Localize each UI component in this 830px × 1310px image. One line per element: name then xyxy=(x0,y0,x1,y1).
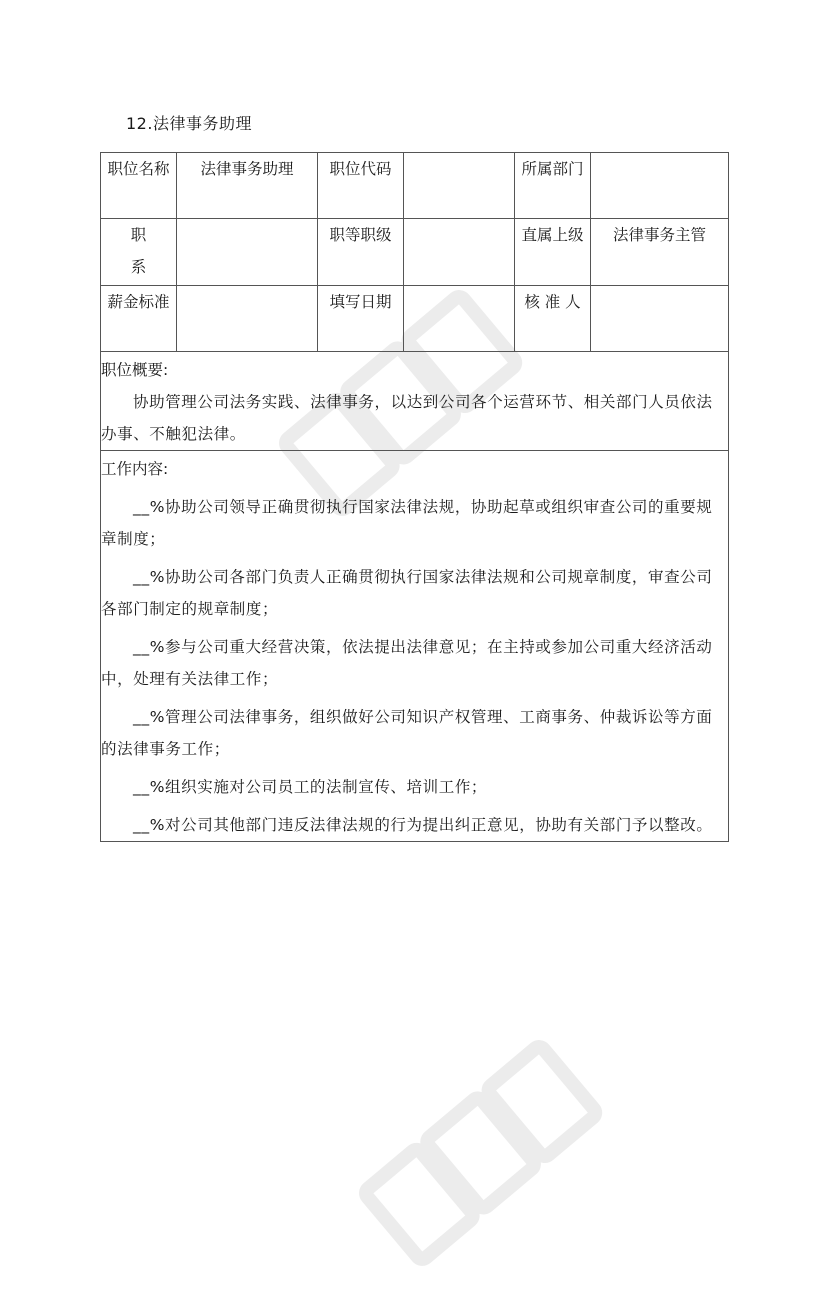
label-job-family xyxy=(101,219,177,286)
label-fill-date: 填写日期 xyxy=(318,286,404,352)
value-grade[interactable] xyxy=(404,219,515,286)
watermark-logo-bottom xyxy=(330,1010,630,1310)
duty-item: __%组织实施对公司员工的法制宣传、培训工作； xyxy=(133,778,488,796)
summary-section xyxy=(101,352,729,451)
value-position-code[interactable] xyxy=(404,153,515,219)
value-position-name[interactable]: 法律事务助理 xyxy=(177,153,318,219)
value-job-family[interactable] xyxy=(177,219,318,286)
duty-item: __%协助公司领导正确贯彻执行国家法律法规，协助起草或组织审查公司的重要规章制度； xyxy=(101,498,713,548)
value-supervisor[interactable]: 法律事务主管 xyxy=(591,219,729,286)
label-salary: 薪金标准 xyxy=(101,286,177,352)
duties-heading: 工作内容: xyxy=(101,460,169,478)
label-supervisor: 直属上级 xyxy=(515,219,591,286)
duty-item: __%参与公司重大经营决策，依法提出法律意见；在主持或参加公司重大经济活动中，处理有关法律工作； xyxy=(101,638,713,688)
summary-text: 协助管理公司法务实践、法律事务，以达到公司各个运营环节、相关部门人员依法办事、不触犯法律。 xyxy=(101,393,713,443)
duties-section xyxy=(101,451,729,842)
value-salary[interactable] xyxy=(177,286,318,352)
job-description-table xyxy=(100,152,729,842)
value-approver[interactable] xyxy=(591,286,729,352)
label-position-name: 职位名称 xyxy=(101,153,177,219)
duty-item: __%对公司其他部门违反法律法规的行为提出纠正意见，协助有关部门予以整改。 xyxy=(133,816,713,834)
label-position-code: 职位代码 xyxy=(318,153,404,219)
label-grade: 职等职级 xyxy=(318,219,404,286)
summary-heading: 职位概要: xyxy=(101,361,169,379)
page-title: 12.法律事务助理 xyxy=(126,114,252,133)
value-fill-date[interactable] xyxy=(404,286,515,352)
label-approver: 核 准 人 xyxy=(515,286,591,352)
label-job-family-text: 职 系 xyxy=(130,226,147,276)
duty-item: __%协助公司各部门负责人正确贯彻执行国家法律法规和公司规章制度，审查公司各部门制定的规章制度； xyxy=(101,568,713,618)
value-department[interactable] xyxy=(591,153,729,219)
label-department: 所属部门 xyxy=(515,153,591,219)
duty-item: __%管理公司法律事务，组织做好公司知识产权管理、工商事务、仲裁诉讼等方面的法律事务工作； xyxy=(101,708,713,758)
